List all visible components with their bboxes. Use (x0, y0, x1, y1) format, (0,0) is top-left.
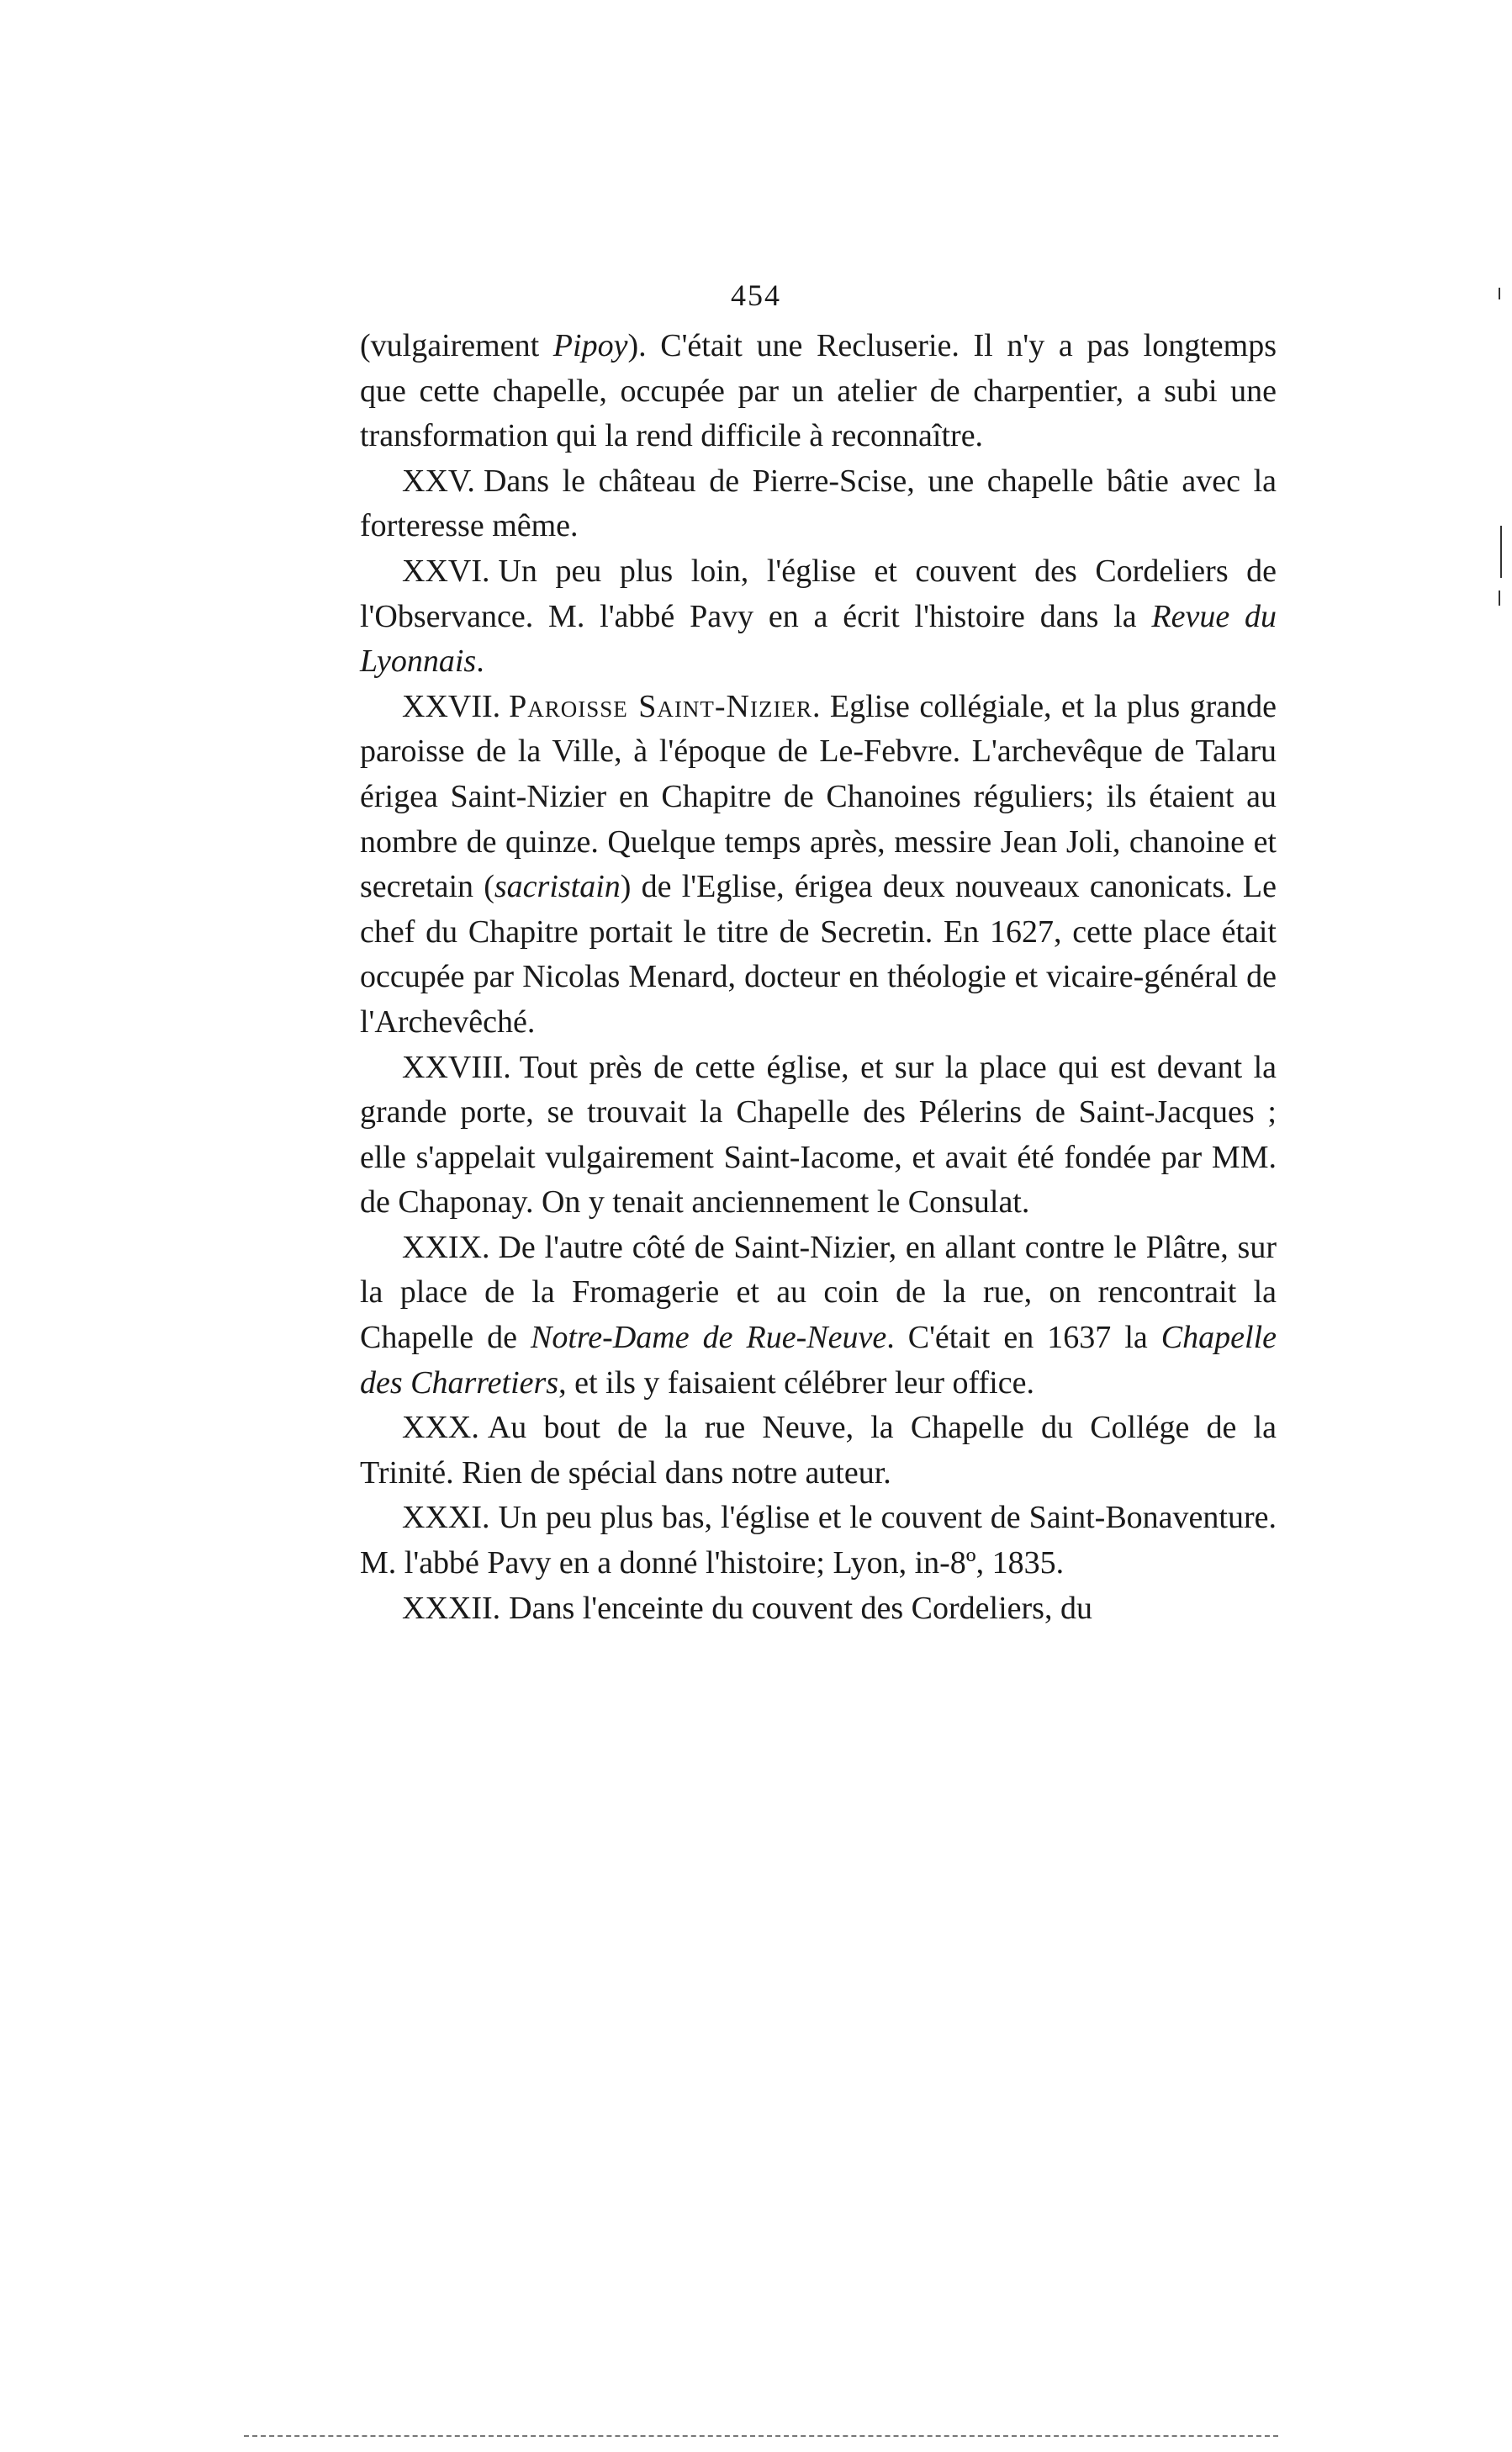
section-number: XXXII. (402, 1590, 501, 1626)
text-run: De l'autre côté de Saint-Nizier, en allant contre le Plâtre, sur la place de la Fromagerie et au coin de la rue, on rencontrait la Chapelle de (360, 1229, 1277, 1356)
paragraph-xxix (360, 1226, 1277, 1406)
paragraph-xxvi (360, 549, 1277, 685)
section-number: XXXI. (402, 1500, 490, 1536)
margin-mark-lower (1499, 590, 1500, 606)
section-number: XXVII. (402, 688, 501, 724)
scan-edge-rule (244, 2435, 1278, 2437)
small-caps-heading: Paroisse Saint-Nizier (509, 688, 812, 724)
text-run: . C'était en 1637 la (886, 1320, 1161, 1356)
section-number: XXIX. (402, 1229, 490, 1265)
text-run: Dans le château de Pierre-Scise, une chapelle bâtie avec la forteresse même. (360, 463, 1277, 544)
text-run: , et ils y faisaient célébrer leur office. (558, 1364, 1034, 1401)
italic-text: Pipoy (552, 328, 628, 363)
page-number: 454 (731, 278, 781, 312)
italic-text: Notre-Dame de Rue-Neuve (531, 1320, 887, 1356)
paragraph-xxvii (360, 685, 1277, 1046)
paragraph-intro (360, 324, 1277, 459)
section-number: XXX. (402, 1410, 479, 1446)
section-number: XXV. (402, 463, 475, 499)
text-run: Un peu plus loin, l'église et couvent des Cordeliers de l'Observance. M. l'abbé Pavy en a écrit l'histoire dans la (360, 553, 1277, 634)
text-run: . (476, 643, 484, 680)
body-text (360, 324, 1277, 1631)
text-run: Tout près de cette église, et sur la place qui est devant la grande porte, se trouvait la Chapelle des Pélerins de Saint-Jacques ; elle s'appelait vulgairement Saint-Iacome, et avait été fondée par MM. de Chaponay. On y tenait anciennement le Consulat. (360, 1049, 1277, 1221)
section-number: XXVI. (402, 553, 490, 589)
paragraph-xxxii (360, 1586, 1277, 1632)
italic-text: Revue du Lyonnais (360, 598, 1277, 680)
paragraph-xxx (360, 1406, 1277, 1496)
paragraph-xxviii (360, 1046, 1277, 1226)
text-run: (vulgairement (360, 328, 553, 363)
text-run: Au bout de la rue Neuve, la Chapelle du Collége de la Trinité. Rien de spécial dans notre auteur. (360, 1410, 1277, 1491)
margin-mark-middle (1500, 526, 1502, 578)
italic-text: Chapelle des Charretiers (360, 1320, 1277, 1401)
paragraph-xxv (360, 459, 1277, 549)
text-run: Un peu plus bas, l'église et le couvent de Saint-Bonaventure. M. l'abbé Pavy en a donné l'histoire; Lyon, in-8º, 1835. (360, 1500, 1277, 1581)
section-number: XXVIII. (402, 1049, 511, 1085)
italic-text: sacristain (494, 869, 621, 905)
margin-mark-top (1499, 288, 1500, 299)
paragraph-xxxi (360, 1496, 1277, 1586)
text-run: ). C'était une Recluserie. Il n'y a pas longtemps que cette chapelle, occupée par un atelier de charpentier, a subi une transformation qui la rend difficile à reconnaître. (360, 328, 1277, 454)
text-run: ) de l'Eglise, érigea deux nouveaux canonicats. Le chef du Chapitre portait le titre de Secretin. En 1627, cette place était occupée par Nicolas Menard, docteur en théologie et vicaire-général de l'Archevêché. (360, 869, 1277, 1040)
text-run: Dans l'enceinte du couvent des Cordeliers, du (509, 1590, 1092, 1626)
text-run: . Eglise collégiale, et la plus grande paroisse de la Ville, à l'époque de Le-Febvre. L'archevêque de Talaru érigea Saint-Nizier en Chapitre de Chanoines réguliers; ils étaient au nombre de quinze. Quelque temps après, messire Jean Joli, chanoine et secretain ( (360, 688, 1277, 905)
